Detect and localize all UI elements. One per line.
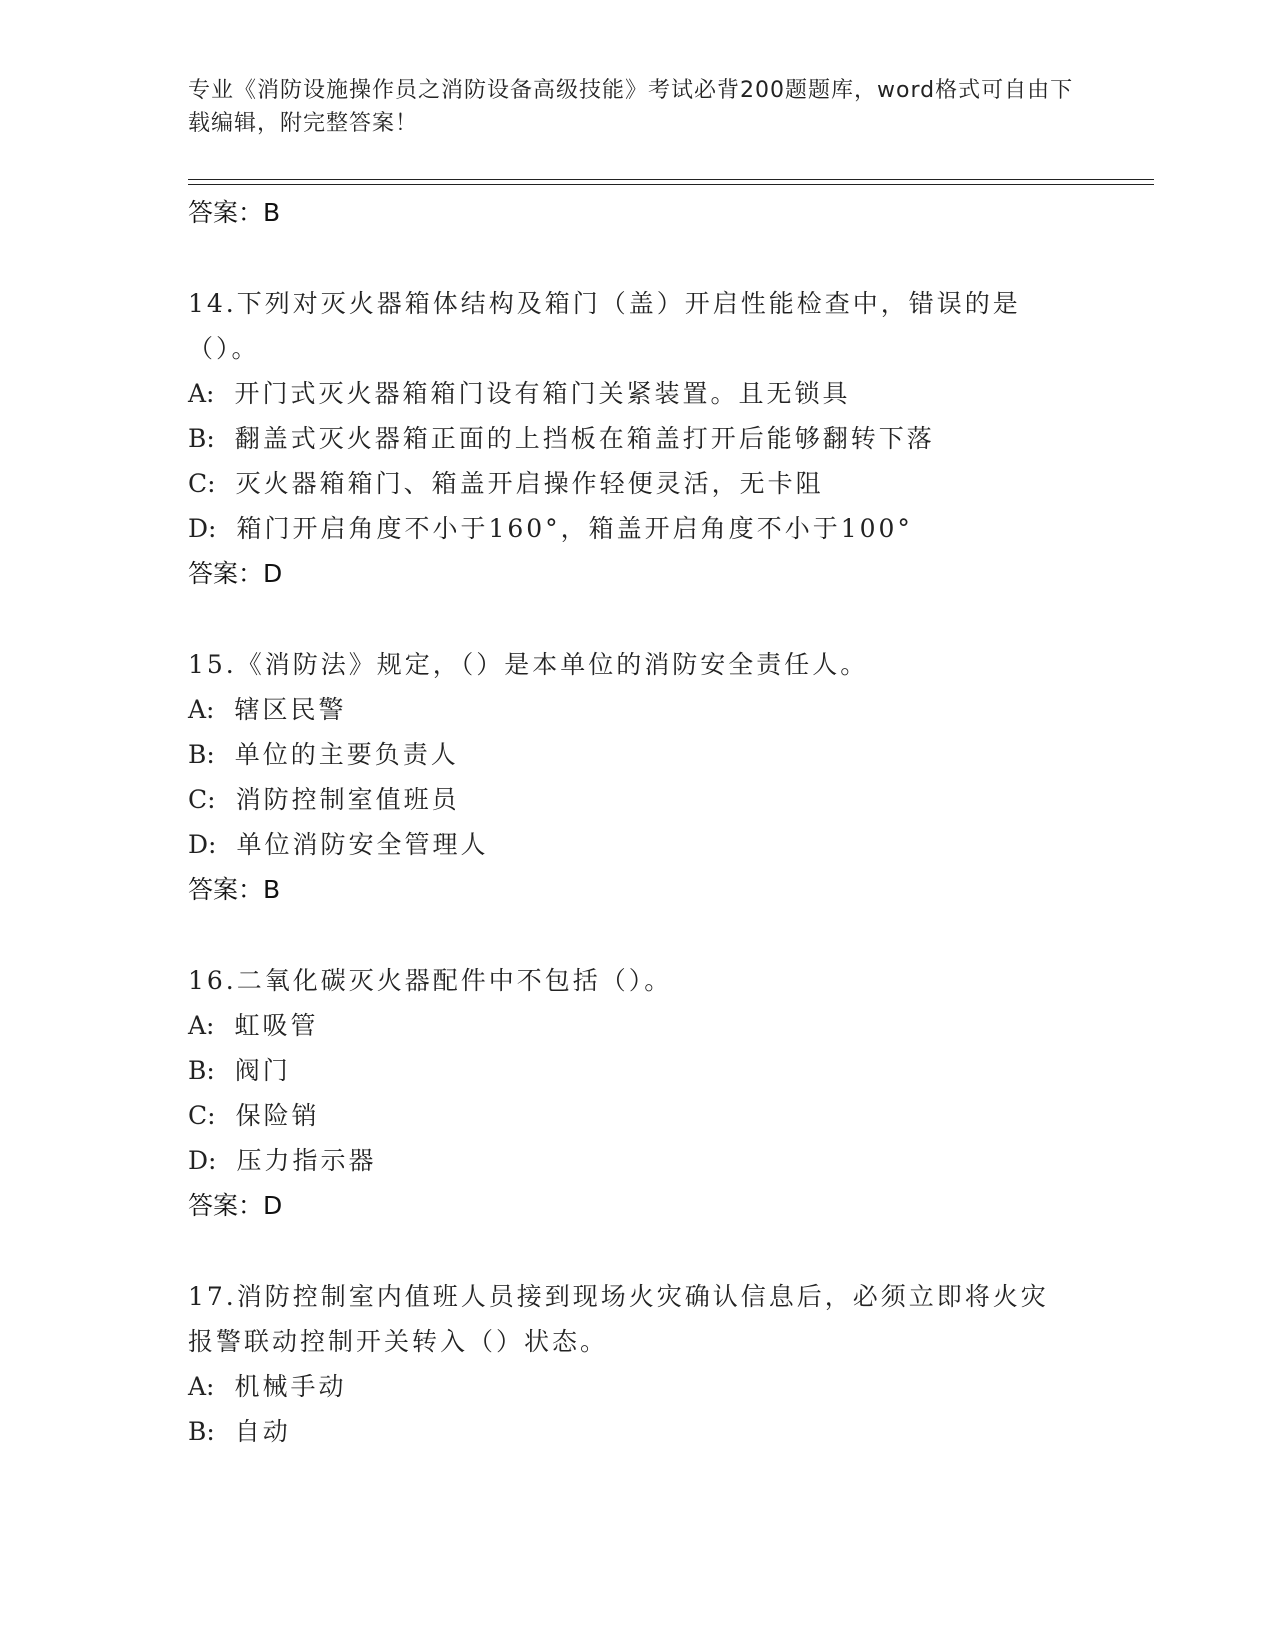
option-text: 阀门	[234, 1056, 291, 1085]
option-letter: D:	[188, 830, 217, 859]
option-letter: B:	[188, 1056, 215, 1085]
option-b	[188, 1409, 1154, 1454]
option-b	[188, 1048, 1154, 1093]
option-text: 保险销	[235, 1101, 320, 1130]
option-d	[188, 506, 1154, 551]
answer-line	[188, 1183, 1154, 1228]
option-text: 压力指示器	[236, 1146, 377, 1175]
answer-value: B	[263, 875, 281, 904]
option-c	[188, 461, 1154, 506]
option-letter: C:	[188, 469, 216, 498]
option-b	[188, 732, 1154, 777]
option-letter: A:	[188, 1011, 215, 1040]
option-text: 虹吸管	[234, 1011, 319, 1040]
option-text: 翻盖式灭火器箱正面的上挡板在箱盖打开后能够翻转下落	[234, 424, 935, 453]
answer-value: D	[263, 559, 283, 588]
option-text: 自动	[234, 1417, 291, 1446]
question-list	[188, 190, 1154, 1454]
answer-label: 答案：	[188, 559, 264, 588]
option-text: 灭火器箱箱门、箱盖开启操作轻便灵活，无卡阻	[235, 469, 824, 498]
option-c	[188, 1093, 1154, 1138]
question-stem: 14.下列对灭火器箱体结构及箱门（盖）开启性能检查中，错误的是（）。	[188, 289, 1021, 363]
question-stem: 15.《消防法》规定，（）是本单位的消防安全责任人。	[188, 650, 869, 679]
option-text: 辖区民警	[234, 695, 347, 724]
option-text: 单位的主要负责人	[234, 740, 459, 769]
option-text: 箱门开启角度不小于160°，箱盖开启角度不小于100°	[236, 514, 913, 543]
option-letter: B:	[188, 424, 215, 453]
option-a	[188, 371, 1154, 416]
option-letter: A:	[188, 379, 215, 408]
option-letter: B:	[188, 1417, 215, 1446]
option-letter: D:	[188, 514, 217, 543]
document-header: 专业《消防设施操作员之消防设备高级技能》考试必背200题题库，word格式可自由下载编辑，附完整答案！	[188, 78, 1074, 136]
option-a	[188, 1364, 1154, 1409]
answer-value: B	[263, 198, 281, 227]
option-letter: A:	[188, 1372, 215, 1401]
answer-value: D	[263, 1191, 283, 1220]
option-c	[188, 777, 1154, 822]
question-stem: 17.消防控制室内值班人员接到现场火灾确认信息后，必须立即将火灾报警联动控制开关转入（）状态。	[188, 1282, 1049, 1356]
answer-line	[188, 190, 1154, 235]
option-letter: A:	[188, 695, 215, 724]
option-a	[188, 1003, 1154, 1048]
option-d	[188, 1138, 1154, 1183]
header-rule-top	[188, 179, 1154, 180]
header-rule-bottom	[188, 184, 1154, 185]
answer-line	[188, 551, 1154, 596]
option-text: 机械手动	[234, 1372, 347, 1401]
answer-label: 答案：	[188, 198, 264, 227]
answer-label: 答案：	[188, 1191, 264, 1220]
option-d	[188, 822, 1154, 867]
option-text: 单位消防安全管理人	[236, 830, 489, 859]
answer-label: 答案：	[188, 875, 264, 904]
option-text: 消防控制室值班员	[235, 785, 460, 814]
option-b	[188, 416, 1154, 461]
option-letter: C:	[188, 785, 216, 814]
option-text: 开门式灭火器箱箱门设有箱门关紧装置。且无锁具	[234, 379, 851, 408]
question-stem: 16.二氧化碳灭火器配件中不包括（）。	[188, 966, 673, 995]
answer-line	[188, 867, 1154, 912]
option-letter: B:	[188, 740, 215, 769]
option-a	[188, 687, 1154, 732]
option-letter: C:	[188, 1101, 216, 1130]
option-letter: D:	[188, 1146, 217, 1175]
